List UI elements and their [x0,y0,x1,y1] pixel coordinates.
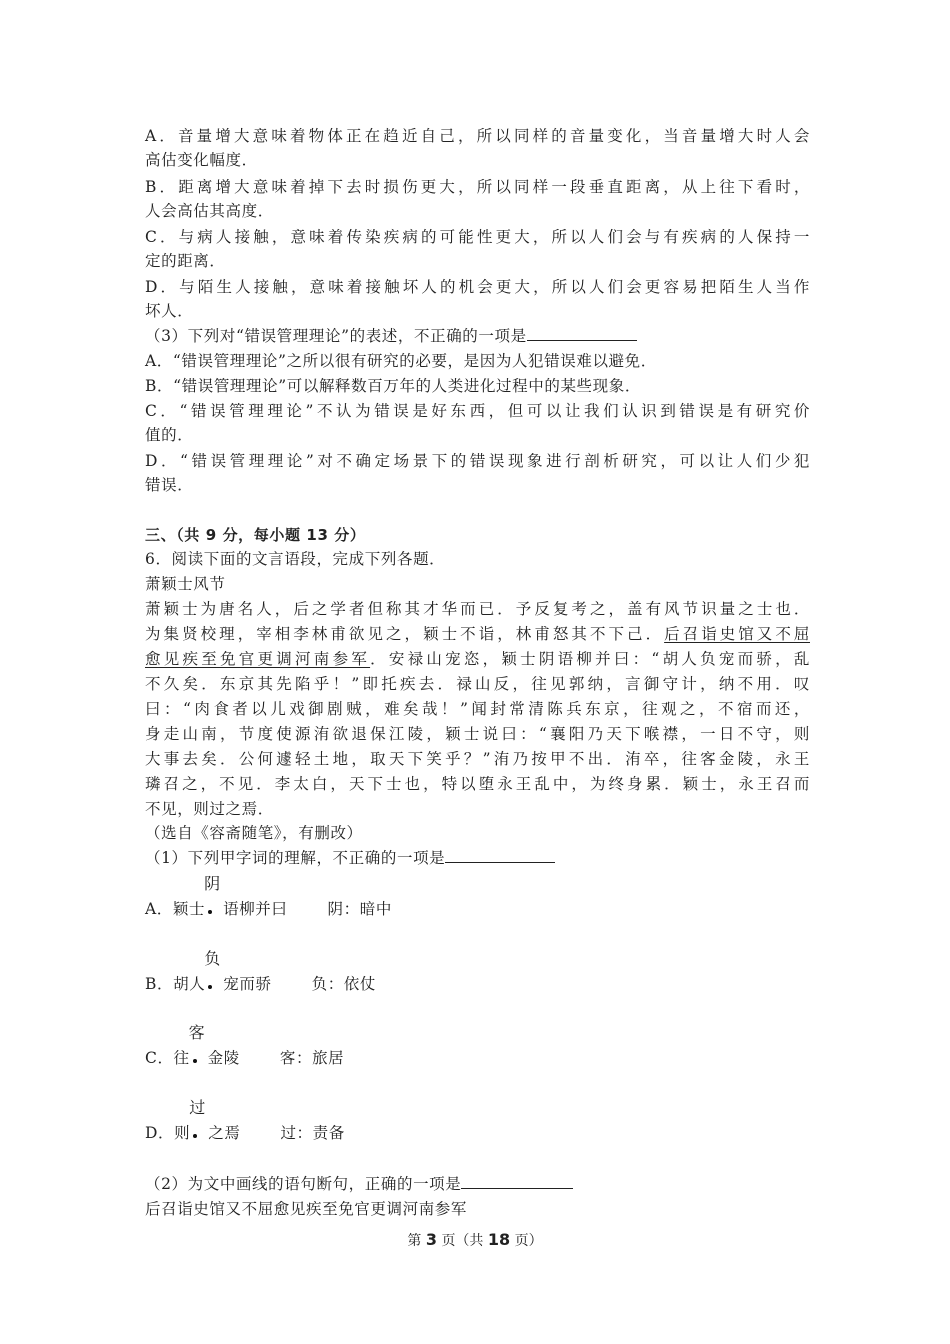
passage-line-1: 萧颖士为唐名人，后之学者但称其才华而已．予反复考之，盖有风节识量之士也． [145,600,810,618]
option-prefix: D．则 [145,1124,191,1142]
passage-line-3 [145,647,810,671]
q5-option-c-line1: C．与病人接触，意味着传染疾病的可能性更大，所以人们会与有疾病的人保持一 [145,228,810,246]
option-prefix: B．胡人 [145,975,206,993]
q3-option-b: B．“错误管理理论”可以解释数百万年的人类进化过程中的某些现象． [145,377,641,395]
answer-blank [527,324,637,341]
q5-option-b-line2: 人会高估其高度． [145,202,274,220]
passage-title: 萧颖士风节 [145,575,226,593]
passage-line-3-text: ．安禄山宠恣，颖士阴语柳并曰：“胡人负宠而骄，乱 [370,650,810,668]
emphasis-char-text: 过 [189,1098,206,1117]
q6-option-b [145,949,377,996]
emphasis-char [204,874,223,921]
option-meaning: 客：旅居 [279,1049,345,1067]
emphasis-char [188,1023,208,1070]
answer-blank [445,846,555,863]
answer-blank [461,1172,573,1189]
passage-line-5: 曰：“肉食者以儿戏御剧贼，难矣哉！”闻封常清陈兵东京，往观之，不宿而还， [145,700,810,718]
page-footer [0,1230,950,1251]
option-prefix: A．颖士 [145,900,206,918]
q3-stem [145,324,810,348]
q3-option-d-line1: D．“错误管理理论”对不确定场景下的错误现象进行剖析研究，可以让人们少犯 [145,452,810,470]
passage-line-2 [145,622,810,646]
q5-option-c-line2: 定的距离． [145,252,226,270]
option-suffix: 之焉 [208,1124,241,1142]
q3-option-a: A．“错误管理理论”之所以很有研究的必要，是因为人犯错误难以避免． [145,352,657,370]
q5-option-d-line2: 坏人． [145,302,194,320]
passage-line-7: 大事去矣．公何遽轻土地，取天下笑乎？”洧乃按甲不出．洧卒，往客金陵，永王 [145,750,810,768]
q6-option-c [145,1023,345,1070]
option-meaning: 负：依仗 [311,975,377,993]
passage-line-2-text: 为集贤校理，宰相李林甫欲见之，颖士不诣，林甫怒其不下己． [145,625,665,643]
passage-source: （选自《容斋随笔》，有删改） [145,824,363,842]
q5-option-a-line2: 高估变化幅度． [145,151,258,169]
emphasis-dot [208,910,212,914]
q3-option-c-line2: 值的． [145,426,194,444]
total-pages: 18 [487,1230,511,1249]
footer-suffix: 页） [514,1233,543,1249]
underlined-sentence-part2: 愈见疾至免官更调河南参军 [145,650,371,668]
passage-line-4: 不久矣．东京其先陷乎！”即托疾去．禄山反，往见郭纳，言御守计，纳不用．叹 [145,675,810,693]
q5-option-a-line1: A．音量增大意味着物体正在趋近自己，所以同样的音量变化，当音量增大时人会 [145,127,810,145]
q5-option-b-line1: B．距离增大意味着掉下去时损伤更大，所以同样一段垂直距离，从上往下看时， [145,178,810,196]
footer-middle: 页（共 [441,1233,484,1249]
emphasis-dot [193,1134,197,1138]
q3-option-d-line2: 错误． [145,476,194,494]
emphasis-char-text: 负 [204,949,221,968]
footer-prefix: 第 [407,1233,422,1249]
option-prefix: C．往 [145,1049,190,1067]
emphasis-char [189,1098,208,1145]
underlined-sentence-part1: 后召诣史馆又不屈 [664,625,810,643]
option-suffix: 金陵 [207,1049,240,1067]
q6-option-d [145,1098,345,1145]
emphasis-char-text: 客 [188,1023,206,1042]
q6-sub2-text: （2）为文中画线的语句断句，正确的一项是 [145,1175,462,1193]
emphasis-char [204,949,223,996]
q6-stem: 6．阅读下面的文言语段，完成下列各题． [145,550,446,568]
passage-line-8: 璘召之，不见．李太白，天下士也，特以堕永王乱中，为终身累．颖士，永王召而 [145,775,810,793]
emphasis-char-text: 阴 [204,874,221,893]
section-3-title: 三、（共 9 分，每小题 13 分） [145,526,366,544]
q3-option-c-line1: C．“错误管理理论”不认为错误是好东西，但可以让我们认识到错误是有研究价 [145,402,810,420]
q6-sub1-stem [145,846,810,870]
option-suffix: 语柳并曰 [223,900,288,918]
emphasis-dot [208,985,212,989]
q6-sub1-text: （1）下列甲字词的理解，不正确的一项是 [145,849,446,867]
option-suffix: 宠而骄 [223,975,272,993]
option-meaning: 阴：暗中 [327,900,392,918]
page-number: 3 [425,1230,437,1249]
passage-line-9: 不见，则过之焉． [145,800,274,818]
q3-stem-text: （3）下列对“错误管理理论”的表述，不正确的一项是 [145,327,527,345]
emphasis-dot [193,1059,197,1063]
q6-sub2-sentence: 后召诣史馆又不屈愈见疾至免官更调河南参军 [145,1200,468,1218]
q5-option-d-line1: D．与陌生人接触，意味着接触坏人的机会更大，所以人们会更容易把陌生人当作 [145,278,810,296]
q6-option-a [145,874,392,921]
passage-line-6: 身走山南，节度使源洧欲退保江陵，颖士说曰：“襄阳乃天下喉襟，一日不守，则 [145,725,810,743]
option-meaning: 过：责备 [280,1124,345,1142]
q6-sub2-stem [145,1172,810,1196]
